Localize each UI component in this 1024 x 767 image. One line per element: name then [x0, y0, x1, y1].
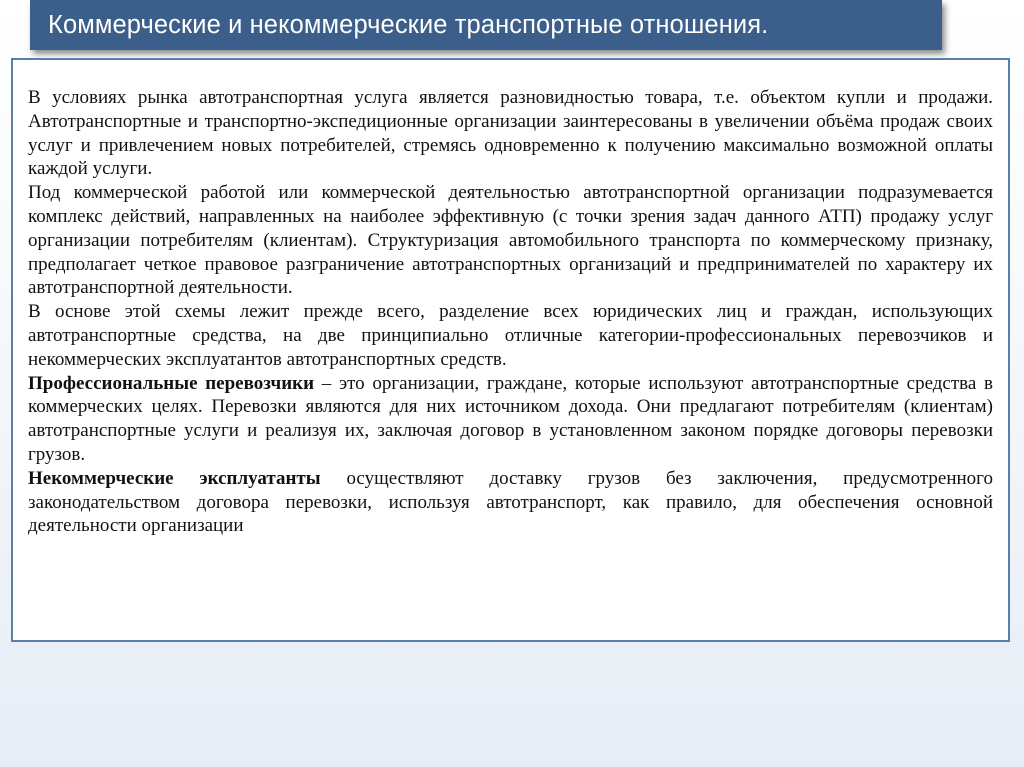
- term-noncommercial-operators: Некоммерческие эксплуатанты: [28, 467, 321, 489]
- content-box: [11, 58, 1010, 642]
- slide-title: Коммерческие и некоммерческие транспортные отношения.: [48, 10, 769, 39]
- paragraph-scheme-basis: [28, 300, 993, 371]
- paragraph-text: – это организации, граждане, которые используют автотранспортные средства в коммерческих целях. Перевозки являются для них источником дохода. Они предлагают потребителям (клиентам) автотранспортные услуги и реализуя их, заключая договор в установленном законом порядке договоры перевозки грузов.: [28, 372, 993, 465]
- paragraph-text: Под коммерческой работой или коммерческой деятельностью автотранспортной организации подразумевается комплекс действий, направленных на наиболее эффективную (с точки зрения задач данного АТП) продажу услуг организации потребителям (клиентам). Структуризация автомобильного транспорта по коммерческому признаку, предполагает четкое правовое разграничение автотранспортных организаций и предпринимателей по характеру их автотранспортной деятельности.: [28, 182, 993, 299]
- paragraph-market-service: [28, 86, 993, 181]
- paragraph-text: осуществляют доставку грузов без заключения, предусмотренного законодательством договора перевозки, используя автотранспорт, как правило, для обеспечения основной деятельности организации: [28, 467, 994, 537]
- paragraph-text: В основе этой схемы лежит прежде всего, разделение всех юридических лиц и граждан, использующих автотранспортные средства, на две принципиально отличные категории-профессиональных перевозчиков и некоммерческих эксплуатантов автотранспортных средств.: [28, 301, 993, 370]
- paragraph-commercial-work: [28, 181, 993, 300]
- term-professional-carriers: Профессиональные перевозчики: [28, 372, 315, 394]
- paragraph-professional-carriers: [28, 372, 993, 467]
- title-bar: [30, 0, 942, 50]
- paragraph-text: В условиях рынка автотранспортная услуга является разновидностью товара, т.е. объектом купли и продажи. Автотранспортные и транспортно-экспедиционные организации заинтересованы в увеличении объёма продаж своих услуг и привлечением новых потребителей, стремясь одновременно к получению максимально возможной оплаты каждой услуги.: [28, 87, 993, 180]
- paragraph-noncommercial-operators: [28, 467, 993, 538]
